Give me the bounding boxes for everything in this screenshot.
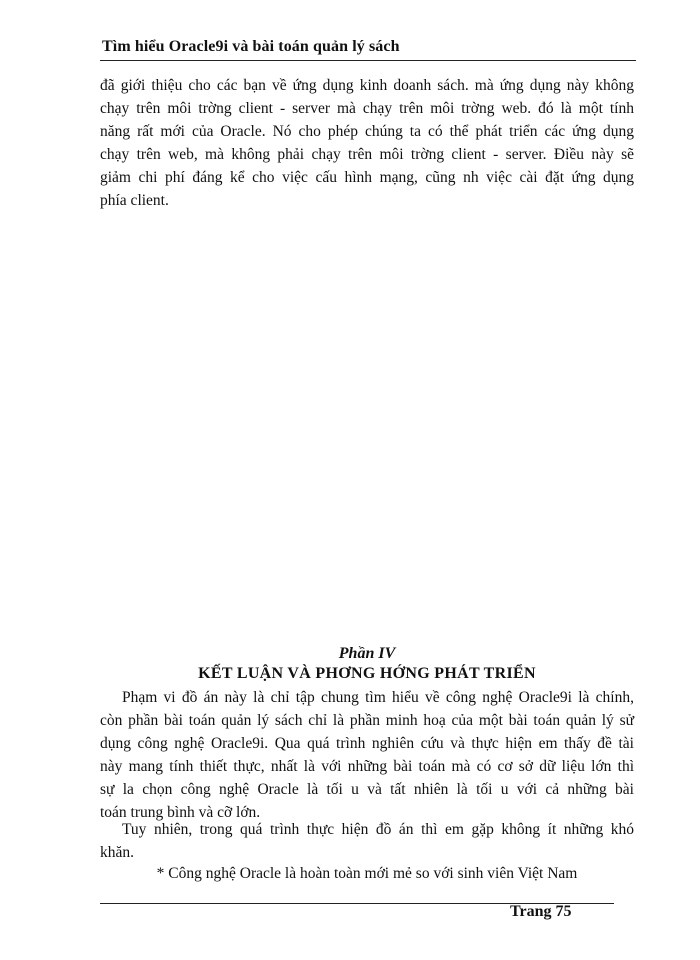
difficulty-paragraph bbox=[100, 818, 634, 864]
page-header bbox=[100, 38, 636, 61]
page-number: Trang 75 bbox=[510, 903, 572, 920]
paragraph-line: năng rất mới của Oracle. Nó cho phép chúng ta có thể phát triển các ứng dụng bbox=[100, 123, 634, 140]
paragraph-line: còn phần bài toán quản lý sách chỉ là phần minh hoạ của một bài toán quản lý sử bbox=[100, 712, 634, 729]
paragraph-line: đã giới thiệu cho các bạn về ứng dụng kinh doanh sách. mà ứng dụng này không bbox=[100, 77, 634, 94]
paragraph-line: toán trung bình và cỡ lớn. bbox=[100, 804, 261, 821]
paragraph-line: chạy trên môi trờng client - server mà chạy trên môi trờng web. đó là một tính bbox=[100, 100, 634, 117]
paragraph-line: Tuy nhiên, trong quá trình thực hiện đồ án thì em gặp không ít những khó bbox=[122, 821, 634, 838]
section-title: KẾT LUẬN VÀ PHƠNG HỚNG PHÁT TRIỂN bbox=[198, 665, 536, 682]
paragraph-line: giảm chi phí đáng kể cho việc cấu hình mạng, cũng nh việc cài đặt ứng dụng bbox=[100, 169, 634, 186]
paragraph-line: Phạm vi đồ án này là chỉ tập chung tìm hiểu về công nghệ Oracle9i là chính, bbox=[122, 689, 634, 706]
intro-paragraph bbox=[100, 74, 634, 212]
document-title: Tìm hiểu Oracle9i và bài toán quản lý sách bbox=[102, 38, 400, 55]
paragraph-line: phía client. bbox=[100, 192, 169, 209]
paragraph-line: này mang tính thiết thực, nhất là với những bài toán mà có cơ sở dữ liệu lớn thì bbox=[100, 758, 634, 775]
conclusion-paragraph bbox=[100, 686, 634, 824]
paragraph-line: khăn. bbox=[100, 844, 135, 861]
paragraph-line: chạy trên web, mà không phải chạy trên môi trờng client - server. Điều này sẽ bbox=[100, 146, 634, 163]
bullet-point: * Công nghệ Oracle là hoàn toàn mới mẻ so với sinh viên Việt Nam bbox=[156, 865, 578, 882]
section-label: Phần IV bbox=[338, 645, 396, 662]
paragraph-line: sự la chọn công nghệ Oracle là tối u và tất nhiên là tối u với cả những bài bbox=[100, 781, 634, 798]
paragraph-line: dụng công nghệ Oracle9i. Qua quá trình nghiên cứu và thực hiện em thấy đề tài bbox=[100, 735, 634, 752]
